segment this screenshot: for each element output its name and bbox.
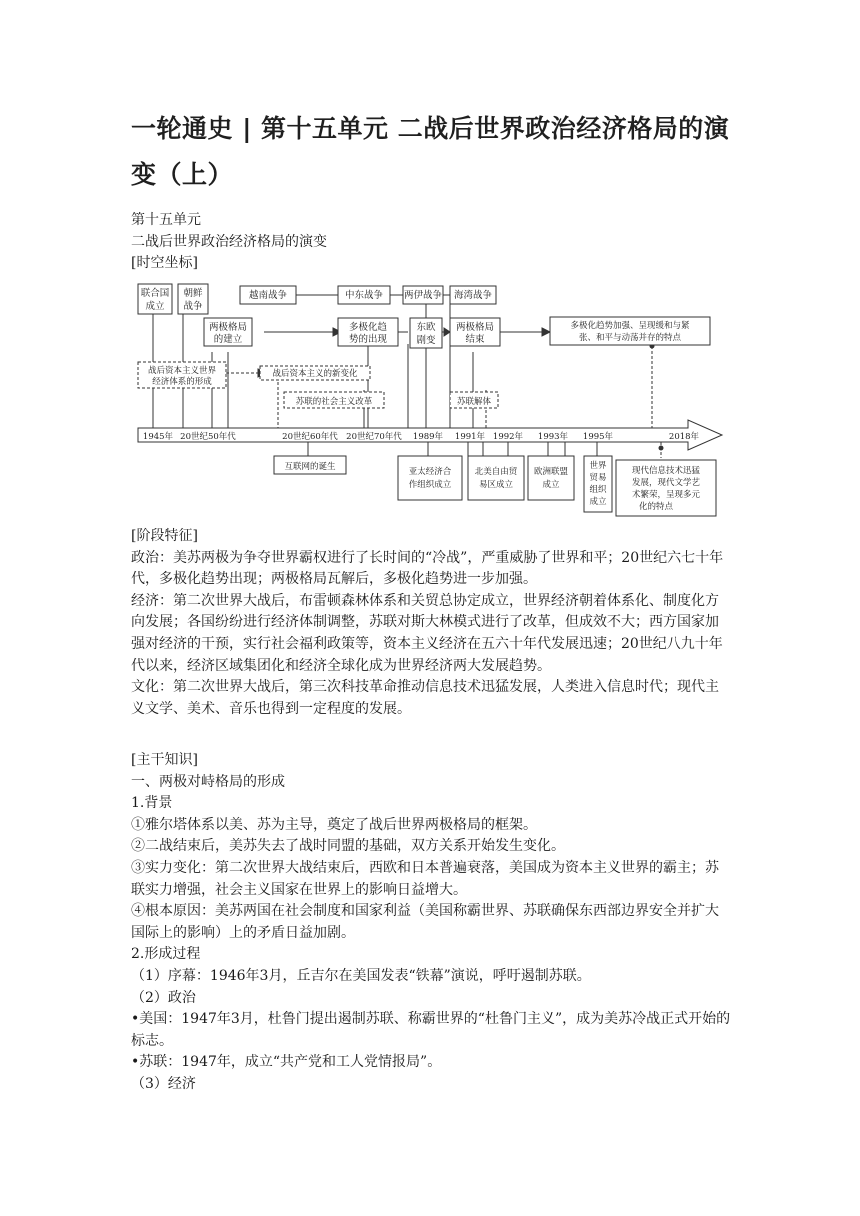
box-capchange: 战后资本主义的新变化 <box>272 369 358 379</box>
axis-label-2018: 2018年 <box>668 432 700 442</box>
box-capsystem-line2: 经济体系的形成 <box>152 377 212 387</box>
unit-heading <box>131 210 731 275</box>
box-culture-line4: 化的特点 <box>638 502 674 512</box>
box-vietnam: 越南战争 <box>248 290 288 301</box>
box-gulf: 海湾战争 <box>453 290 493 301</box>
axis-label-70s: 20世纪70年代 <box>346 432 402 442</box>
process-usa: •美国：1947年3月，杜鲁门提出遏制苏联、称霸世界的“杜鲁门主义”，成为美苏冷战正式开始的标志。 <box>131 1011 731 1049</box>
box-apec-line2: 作组织成立 <box>408 480 452 490</box>
axis-label-1993: 1993年 <box>537 432 569 442</box>
box-wto-line4: 成立 <box>589 497 607 507</box>
axis-label-1991: 1991年 <box>454 432 486 442</box>
box-sovietreform: 苏联的社会主义改革 <box>295 397 373 407</box>
box-eeurope-line1: 东欧 <box>416 322 436 333</box>
box-trend-line1: 多极化趋势加强、呈现缓和与紧 <box>570 321 690 331</box>
section-main-label: [主干知识] <box>131 752 198 768</box>
box-multi-line1: 多极化趋 <box>348 322 388 333</box>
box-wto-line2: 贸易 <box>589 473 607 483</box>
unit-title: 二战后世界政治经济格局的演变 <box>131 233 327 250</box>
process-prelude: （1）序幕：1946年3月，丘吉尔在美国发表“铁幕”演说，呼吁遏制苏联。 <box>131 967 591 984</box>
features-section <box>131 526 731 720</box>
timeline-diagram <box>128 280 738 520</box>
subheading-background: 1.背景 <box>131 795 173 812</box>
box-mideast: 中东战争 <box>344 290 384 301</box>
section-timeline-label: [时空坐标] <box>131 255 198 272</box>
box-internet: 互联网的诞生 <box>284 462 336 472</box>
box-korea-line1: 朝鲜 <box>183 288 203 299</box>
box-wto-line1: 世界 <box>589 461 607 471</box>
box-trend-line2: 张、和平与动荡并存的特点 <box>578 333 682 343</box>
box-ussrcollapse: 苏联解体 <box>456 397 492 407</box>
axis-label-50s: 20世纪50年代 <box>180 432 236 442</box>
box-bipolarend-line2: 结束 <box>465 334 485 345</box>
background-3: ③实力变化：第二次世界大战结束后，西欧和日本普遍衰落，美国成为资本主义世界的霸主；苏联实力增强，社会主义国家在世界上的影响日益增大。 <box>131 859 719 898</box>
process-economy: （3）经济 <box>131 1075 196 1092</box>
subheading-process: 2.形成过程 <box>131 946 201 963</box>
feature-politics: 政治：美苏两极为争夺世界霸权进行了长时间的“冷战”，严重威胁了世界和平；20世纪六七十年代，多极化趋势出现；两极格局瓦解后，多极化趋势进一步加强。 <box>131 549 724 588</box>
axis-label-1992: 1992年 <box>492 432 524 442</box>
box-bipolar-line2: 的建立 <box>213 334 243 345</box>
box-un-line1: 联合国 <box>140 288 170 299</box>
heading-bipolar: 一、两极对峙格局的形成 <box>131 773 285 790</box>
title-line-2: 变（上） <box>131 160 234 189</box>
box-bipolar-line1: 两极格局 <box>208 322 248 333</box>
box-un-line2: 成立 <box>145 301 165 312</box>
title-line-1: 一轮通史 | 第十五单元 二战后世界政治经济格局的演 <box>131 114 730 143</box>
document-title <box>131 106 751 198</box>
section-features-label: [阶段特征] <box>131 528 198 544</box>
box-culture-line2: 发展，现代文学艺 <box>631 478 701 488</box>
unit-label: 第十五单元 <box>131 212 201 228</box>
box-culture-line1: 现代信息技术迅猛 <box>631 466 701 476</box>
box-nafta-line2: 易区成立 <box>478 480 514 490</box>
feature-economy: 经济：第二次世界大战后，布雷顿森林体系和关贸总协定成立，世界经济朝着体系化、制度化方向发展；各国纷纷进行经济体制调整，苏联对斯大林模式进行了改革，但成效不大；西方国家加强对经济的干预，实行社会福利政策等，资本主义经济在五六十年代发展迅速；20世纪八九十年代以来，经济区域集团化和经济全球化成为世界经济两大发展趋势。 <box>131 592 723 674</box>
main-knowledge-section <box>131 750 731 1096</box>
box-nafta-line1: 北美自由贸 <box>474 467 518 477</box>
box-iraniraq: 两伊战争 <box>403 290 443 301</box>
axis-label-60s: 20世纪60年代 <box>282 432 338 442</box>
box-multi-line2: 势的出现 <box>348 334 388 345</box>
feature-culture: 文化：第二次世界大战后，第三次科技革命推动信息技术迅猛发展，人类进入信息时代；现代主义文学、美术、音乐也得到一定程度的发展。 <box>131 679 719 717</box>
axis-label-1989: 1989年 <box>412 432 444 442</box>
process-politics: （2）政治 <box>131 989 196 1006</box>
box-eu-line1: 欧洲联盟 <box>533 467 569 477</box>
background-1: ①雅尔塔体系以美、苏为主导，奠定了战后世界两极格局的框架。 <box>131 816 537 833</box>
axis-label-1945: 1945年 <box>142 432 174 442</box>
box-bipolarend-line1: 两极格局 <box>455 322 495 333</box>
background-2: ②二战结束后，美苏失去了战时同盟的基础，双方关系开始发生变化。 <box>131 838 565 855</box>
box-apec-line1: 亚太经济合 <box>408 467 452 477</box>
box-eu-line2: 成立 <box>542 480 560 490</box>
box-eeurope-line2: 剧变 <box>416 335 436 346</box>
box-culture-line3: 术繁荣，呈现多元 <box>631 490 701 500</box>
box-capsystem-line1: 战后资本主义世界 <box>147 366 217 376</box>
box-wto-line3: 组织 <box>589 485 607 495</box>
process-ussr: •苏联：1947年，成立“共产党和工人党情报局”。 <box>131 1054 442 1071</box>
background-4: ④根本原因：美苏两国在社会制度和国家利益（美国称霸世界、苏联确保东西部边界安全并扩大国际上的影响）上的矛盾日益加剧。 <box>131 903 719 941</box>
box-korea-line2: 战争 <box>183 301 203 312</box>
axis-label-1995: 1995年 <box>582 432 614 442</box>
